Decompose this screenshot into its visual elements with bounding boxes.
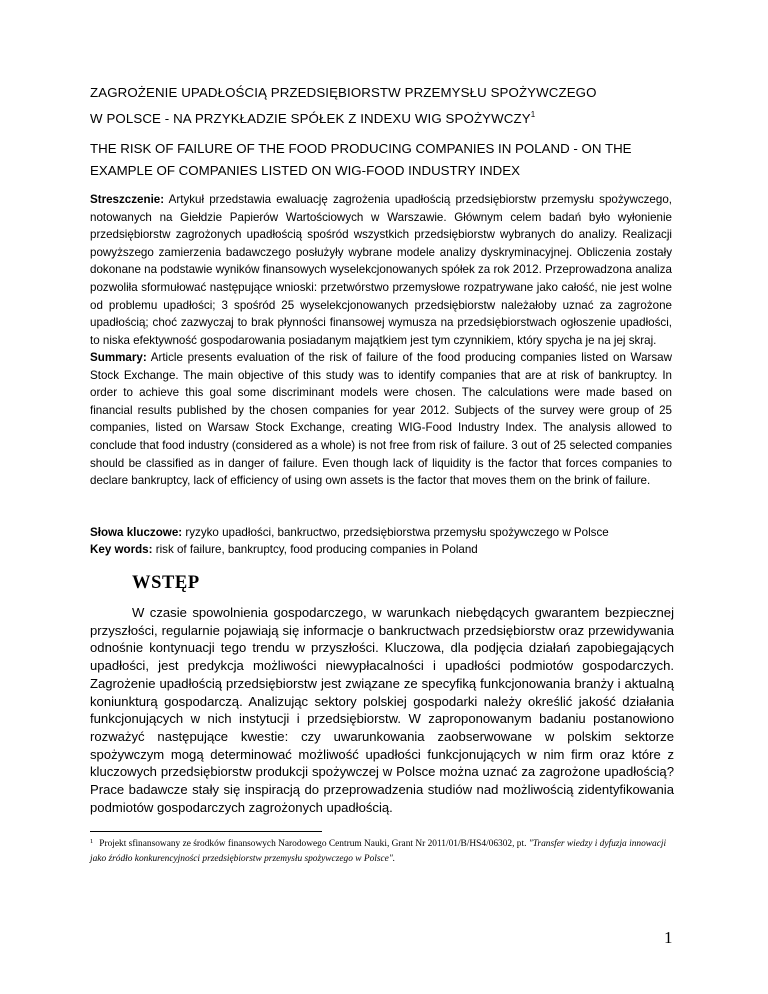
title-english-line-1: THE RISK OF FAILURE OF THE FOOD PRODUCING COMPANIES IN POLAND - ON THE bbox=[90, 141, 632, 156]
page-number: 1 bbox=[664, 928, 673, 947]
title-english-line-2: EXAMPLE OF COMPANIES LISTED ON WIG-FOOD INDUSTRY INDEX bbox=[90, 163, 520, 178]
abstract-polish-label: Streszczenie: bbox=[90, 193, 165, 206]
keywords-polish bbox=[90, 524, 680, 541]
keywords-english-label: Key words: bbox=[90, 543, 153, 556]
title-polish bbox=[90, 82, 680, 130]
footnote-separator bbox=[90, 831, 322, 832]
title-polish-line-1: ZAGROŻENIE UPADŁOŚCIĄ PRZEDSIĘBIORSTW PRZEMYSŁU SPOŻYWCZEGO bbox=[90, 85, 597, 100]
keywords-block bbox=[90, 524, 680, 558]
keywords-polish-label: Słowa kluczowe: bbox=[90, 526, 183, 539]
abstract-polish-text: Artykuł przedstawia ewaluację zagrożenia upadłością przedsiębiorstw przemysłu spożywczego, notowanych na Giełdzie Papierów Wartościowych w Warszawie. Głównym celem badań było wyłonienie przedsiębiorstw zagrożonych upadłością spośród wszystkich przedsiębiorstw wybranych do analizy. Realizacji powyższego zamierzenia badawczego posłużyły wybrane modele analizy dyskryminacyjnej. Obliczenia zostały dokonane na podstawie wyników finansowych wyselekcjonowanych spółek za rok 2012. Przeprowadzona analiza pozwoliła sformułować następujące wnioski: przetwórstwo przemysłowe rozpatrywane jako całość, nie jest wolne od problemu upadłości; 3 spośród 25 wyselekcjonowanych przedsiębiorstw należałoby uznać za zagrożone upadłością; choć zazwyczaj to brak płynności finansowej wymusza na przedsiębiorstwach ogłoszenie upadłości, to niska efektywność gospodarowania posiadanym majątkiem jest tym czynnikiem, który spycha je na jej skraj. bbox=[90, 193, 672, 347]
section-heading: WSTĘP bbox=[132, 573, 200, 593]
abstract-polish bbox=[90, 191, 672, 349]
keywords-english bbox=[90, 541, 680, 558]
footnote-reference[interactable]: 1 bbox=[530, 110, 536, 119]
footnote-title-italic: "Transfer wiedzy i dyfuzja innowacji jako źródło konkurencyjności przedsiębiorstw przemysłu spożywczego w Polsce". bbox=[90, 839, 667, 864]
abstract-english-text: Article presents evaluation of the risk of failure of the food producing companies listed on Warsaw Stock Exchange. The main objective of this study was to identify companies that are at risk of bankruptcy. In order to achieve this goal some discriminant models were chosen. The calculations were made based on financial results published by the chosen companies for year 2012. Subjects of the survey were group of 25 companies, listed on Warsaw Stock Exchange, creating WIG-Food Industry Index. The analysis allowed to conclude that food industry (considered as a whole) is not free from risk of failure. 3 out of 25 selected companies should be classified as in danger of failure. Even though lack of liquidity is the factor that forces companies to declare bankruptcy, lack of efficiency of using own assets is the factor that moves them on the brink of failure. bbox=[90, 351, 672, 488]
abstract-english bbox=[90, 349, 672, 490]
footnote-text: Projekt sfinansowany ze środków finansowych Narodowego Centrum Nauki, Grant Nr 2011/01/B/HS4/06302, pt. bbox=[99, 839, 529, 849]
title-english bbox=[90, 138, 680, 182]
footnote bbox=[90, 835, 676, 866]
footnote-marker: 1 bbox=[90, 838, 94, 845]
introduction-paragraph: W czasie spowolnienia gospodarczego, w warunkach niebędących gwarantem bezpiecznej przyszłości, regularnie pojawiają się informacje o bankructwach przedsiębiorstw oraz przewidywania odnośnie kontynuacji tego trendu w przyszłości. Kluczowa, dla podjęcia działań zapobiegających upadłości, jest predykcja możliwości niewypłacalności i upadłości podmiotów gospodarczych. Zagrożenie upadłością przedsiębiorstw jest związane ze specyfiką funkcjonowania branży i aktualną koniunkturą gospodarczą. Analizując sektory polskiej gospodarki należy określić jakość działania funkcjonujących w nich instytucji i przedsiębiorstw. W zaproponowanym badaniu postanowiono rozważyć następujące kwestie: czy uwarunkowania zaobserwowane w polskim sektorze spożywczym mogą determinować możliwość upadłości funkcjonujących w nim firm oraz które z kluczowych przedsiębiorstw produkcji spożywczej w Polsce można uznać za zagrożone upadłością? Prace badawcze stały się inspiracją do przeprowadzenia studiów nad możliwością zidentyfikowania podmiotów gospodarczych zagrożonych upadłością. bbox=[90, 605, 674, 815]
keywords-polish-text: ryzyko upadłości, bankructwo, przedsiębiorstwa przemysłu spożywczego w Polsce bbox=[185, 526, 609, 539]
abstract-english-label: Summary: bbox=[90, 351, 147, 364]
keywords-english-text: risk of failure, bankruptcy, food producing companies in Poland bbox=[155, 543, 478, 556]
title-polish-line-2-text: W POLSCE - NA PRZYKŁADZIE SPÓŁEK Z INDEXU WIG SPOŻYWCZY bbox=[90, 111, 531, 126]
title-polish-line-2 bbox=[90, 104, 680, 130]
